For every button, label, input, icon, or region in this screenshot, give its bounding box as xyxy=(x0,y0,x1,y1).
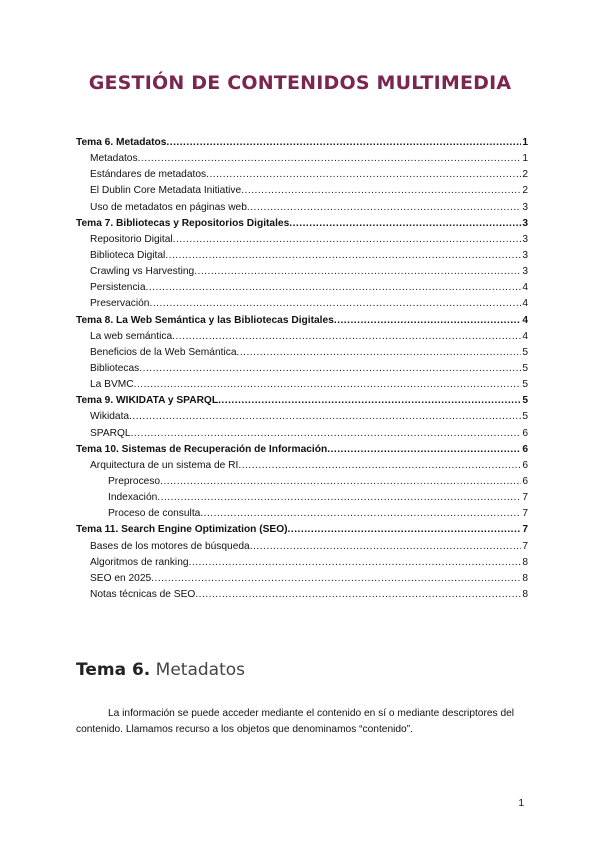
toc-entry-page: 6 xyxy=(522,427,528,439)
toc-entry[interactable] xyxy=(76,409,528,425)
toc-entry[interactable] xyxy=(76,329,528,345)
toc-leader-dots xyxy=(189,555,522,571)
toc-entry[interactable] xyxy=(76,216,528,232)
toc-entry-text: La BVMC xyxy=(90,379,134,391)
toc-leader-dots xyxy=(138,151,522,167)
toc-entry[interactable] xyxy=(76,361,528,377)
toc-entry-page: 5 xyxy=(522,395,528,407)
toc-leader-dots xyxy=(173,232,522,248)
toc-entry-text: Bibliotecas xyxy=(90,362,140,374)
toc-entry-text: Wikidata xyxy=(90,411,130,423)
toc-entry-page: 4 xyxy=(522,330,528,342)
toc-leader-dots xyxy=(146,280,522,296)
toc-entry-text: SPARQL xyxy=(90,427,131,439)
toc-entry-page: 3 xyxy=(522,249,528,261)
toc-entry[interactable] xyxy=(76,490,528,506)
toc-entry-page: 6 xyxy=(522,475,528,487)
toc-entry-text: Metadatos xyxy=(90,153,138,165)
toc-leader-dots xyxy=(160,474,521,490)
toc-entry-page: 5 xyxy=(522,346,528,358)
toc-entry-page: 3 xyxy=(522,217,528,229)
toc-leader-dots xyxy=(157,490,521,506)
toc-entry[interactable] xyxy=(76,345,528,361)
toc-entry[interactable] xyxy=(76,151,528,167)
toc-leader-dots xyxy=(288,522,522,538)
toc-entry-page: 5 xyxy=(522,362,528,374)
toc-entry[interactable] xyxy=(76,555,528,571)
toc-entry-text: Proceso de consulta xyxy=(108,508,201,520)
toc-entry-text: Estándares de metadatos xyxy=(90,169,207,181)
toc-leader-dots xyxy=(218,393,521,409)
toc-entry[interactable] xyxy=(76,474,528,490)
toc-leader-dots xyxy=(131,426,522,442)
toc-leader-dots xyxy=(247,200,521,216)
toc-leader-dots xyxy=(134,377,522,393)
toc-entry[interactable] xyxy=(76,442,528,458)
toc-entry-page: 8 xyxy=(522,572,528,584)
toc-entry-page: 8 xyxy=(522,588,528,600)
toc-leader-dots xyxy=(238,458,521,474)
toc-entry-page: 3 xyxy=(522,233,528,245)
toc-entry-text: Bases de los motores de búsqueda xyxy=(90,540,250,552)
toc-leader-dots xyxy=(166,135,521,151)
toc-entry[interactable] xyxy=(76,280,528,296)
toc-entry[interactable] xyxy=(76,167,528,183)
toc-entry-text: El Dublin Core Metadata Initiative xyxy=(90,185,242,197)
toc-leader-dots xyxy=(151,571,521,587)
toc-entry-text: Arquitectura de un sistema de RI xyxy=(90,459,239,471)
toc-entry-page: 1 xyxy=(522,153,528,165)
toc-entry-text: Repositorio Digital xyxy=(90,233,173,245)
toc-leader-dots xyxy=(139,361,521,377)
toc-entry[interactable] xyxy=(76,458,528,474)
document-title: GESTIÓN DE CONTENIDOS MULTIMEDIA xyxy=(88,72,512,94)
toc-entry-text: Indexación xyxy=(108,492,158,504)
toc-entry-page: 4 xyxy=(522,314,528,326)
toc-entry[interactable] xyxy=(76,539,528,555)
toc-entry-text: Biblioteca Digital xyxy=(90,249,166,261)
toc-entry[interactable] xyxy=(76,183,528,199)
toc-entry-text: Tema 8. La Web Semántica y las Bibliotecas Digitales xyxy=(76,314,334,326)
toc-leader-dots xyxy=(206,167,521,183)
toc-entry-text: Tema 6. Metadatos xyxy=(76,137,167,148)
toc-entry-page: 3 xyxy=(522,266,528,278)
toc-entry-page: 4 xyxy=(522,298,528,310)
toc-leader-dots xyxy=(334,313,522,329)
toc-leader-dots xyxy=(236,345,521,361)
toc-entry-text: Notas técnicas de SEO xyxy=(90,588,196,600)
toc-entry-text: Persistencia xyxy=(90,282,146,294)
toc-leader-dots xyxy=(241,183,521,199)
toc-entry[interactable] xyxy=(76,248,528,264)
toc-entry-page: 7 xyxy=(522,492,528,504)
page-number: 1 xyxy=(518,798,524,809)
toc-leader-dots xyxy=(149,296,521,312)
toc-entry-page: 5 xyxy=(522,379,528,391)
toc-entry[interactable] xyxy=(76,264,528,280)
toc-entry[interactable] xyxy=(76,571,528,587)
toc-entry-text: La web semántica xyxy=(90,330,173,342)
toc-leader-dots xyxy=(172,329,521,345)
toc-entry-page: 6 xyxy=(522,443,528,455)
section-heading xyxy=(76,660,245,680)
toc-entry[interactable] xyxy=(76,232,528,248)
toc-leader-dots xyxy=(250,539,522,555)
toc-entry-text: SEO en 2025 xyxy=(90,572,152,584)
toc-entry[interactable] xyxy=(76,522,528,538)
toc-entry-text: Tema 9. WIKIDATA y SPARQL xyxy=(76,395,219,407)
toc-leader-dots xyxy=(289,216,521,232)
toc-entry-page: 8 xyxy=(522,556,528,568)
toc-entry[interactable] xyxy=(76,313,528,329)
toc-entry[interactable] xyxy=(76,200,528,216)
toc-leader-dots xyxy=(195,587,521,603)
toc-entry-page: 1 xyxy=(522,137,528,148)
toc-leader-dots xyxy=(194,264,521,280)
toc-entry[interactable] xyxy=(76,296,528,312)
toc-entry-text: Algoritmos de ranking xyxy=(90,556,189,568)
toc-entry-text: Tema 7. Bibliotecas y Repositorios Digitales xyxy=(76,217,290,229)
section-number: Tema 6. xyxy=(76,660,151,680)
toc-entry-text: Preproceso xyxy=(108,475,161,487)
paragraph-text: La información se puede acceder mediante el contenido en sí o mediante descriptores del contenido. Llamamos recurso a los objetos que denominamos “contenido”. xyxy=(76,708,515,735)
toc-entry-page: 7 xyxy=(522,524,528,536)
section-name: Metadatos xyxy=(155,660,246,680)
toc-entry-page: 6 xyxy=(522,459,528,471)
toc-leader-dots xyxy=(200,506,521,522)
toc-leader-dots xyxy=(165,248,521,264)
toc-entry-text: Beneficios de la Web Semántica xyxy=(90,346,237,358)
toc-entry[interactable] xyxy=(76,377,528,393)
table-of-contents xyxy=(76,135,528,603)
toc-entry-text: Uso de metadatos en páginas web xyxy=(90,201,247,213)
toc-entry-page: 7 xyxy=(522,540,528,552)
toc-entry[interactable] xyxy=(76,587,528,603)
toc-entry[interactable] xyxy=(76,135,528,151)
toc-entry-page: 3 xyxy=(522,201,528,213)
toc-entry-page: 4 xyxy=(522,282,528,294)
toc-leader-dots xyxy=(327,442,521,458)
toc-leader-dots xyxy=(129,409,521,425)
toc-entry-text: Tema 11. Search Engine Optimization (SEO) xyxy=(76,524,288,536)
body-paragraph xyxy=(76,706,528,738)
toc-entry-page: 2 xyxy=(522,169,528,181)
toc-entry[interactable] xyxy=(76,426,528,442)
toc-entry-text: Tema 10. Sistemas de Recuperación de Información xyxy=(76,443,328,455)
toc-entry-page: 2 xyxy=(522,185,528,197)
toc-entry-text: Preservación xyxy=(90,298,150,310)
toc-entry-page: 5 xyxy=(522,411,528,423)
toc-entry[interactable] xyxy=(76,506,528,522)
toc-entry-text: Crawling vs Harvesting xyxy=(90,266,195,278)
toc-entry[interactable] xyxy=(76,393,528,409)
toc-entry-page: 7 xyxy=(522,508,528,520)
